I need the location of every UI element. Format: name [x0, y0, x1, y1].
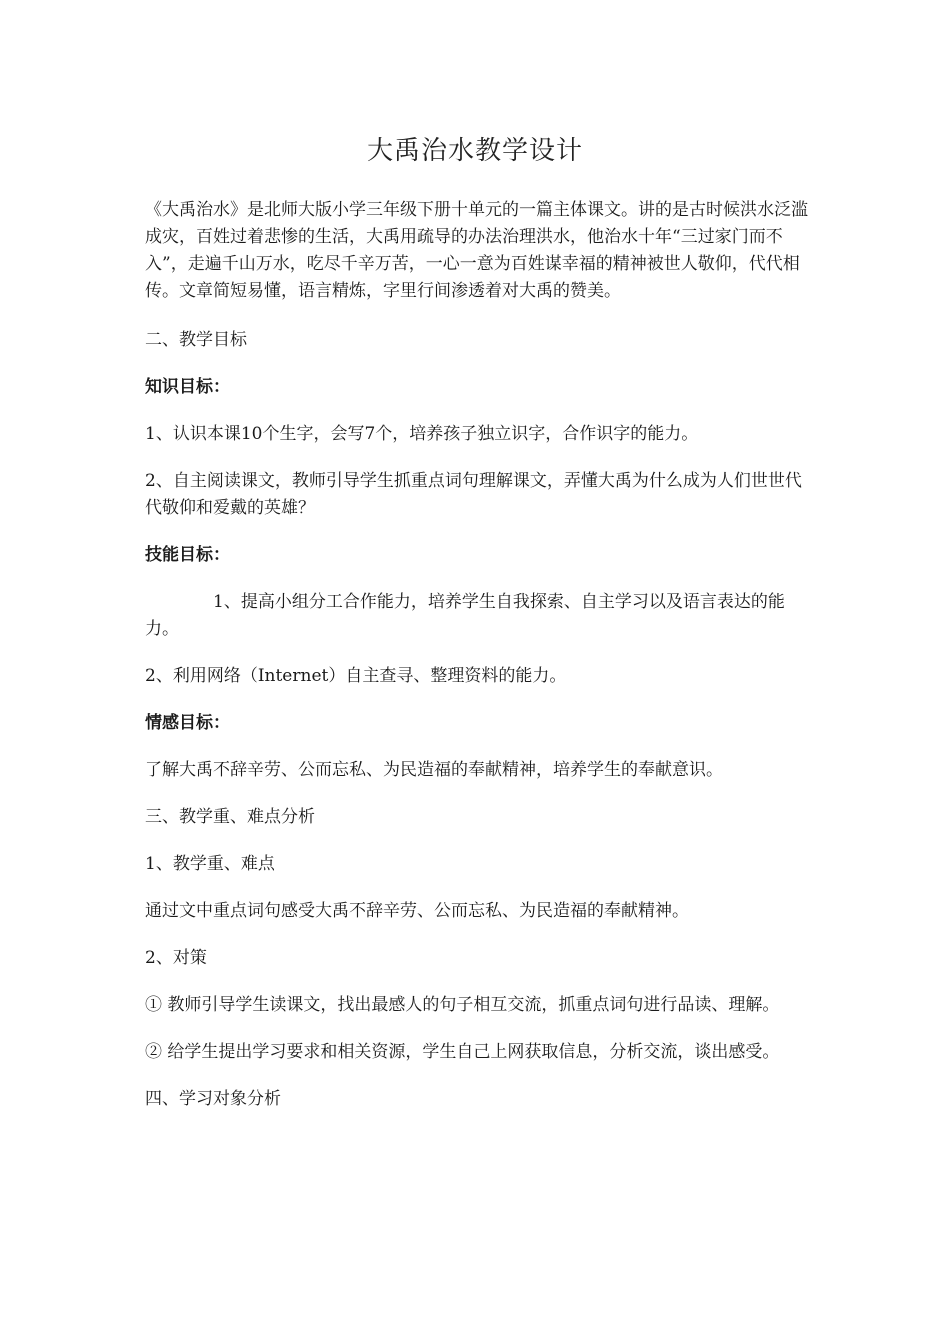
- key-points-item-1: 1、教学重、难点: [145, 854, 275, 874]
- skill-goal-1: 1、提高小组分工合作能力，培养学生自我探索、自主学习以及语言表达的能力。: [145, 592, 785, 639]
- section-heading-learner-analysis: 四、学习对象分析: [145, 1089, 281, 1109]
- strategy-item-1: ① 教师引导学生读课文，找出最感人的句子相互交流，抓重点词句进行品读、理解。: [145, 995, 780, 1015]
- knowledge-goal-1: 1、认识本课10个生字，会写7个，培养孩子独立识字，合作识字的能力。: [145, 424, 699, 444]
- skill-goal-2: 2、利用网络（Internet）自主查寻、整理资料的能力。: [145, 666, 567, 686]
- subheading-emotion-goals: 情感目标：: [145, 713, 230, 733]
- subheading-skill-goals: 技能目标：: [145, 545, 230, 565]
- strategy-heading: 2、对策: [145, 948, 207, 968]
- knowledge-goal-2: 2、自主阅读课文，教师引导学生抓重点词句理解课文，弄懂大禹为什么成为人们世世代代敬仰和爱戴的英雄？: [145, 471, 802, 518]
- emotion-goal: 了解大禹不辞辛劳、公而忘私、为民造福的奉献精神，培养学生的奉献意识。: [145, 760, 723, 780]
- section-heading-key-points: 三、教学重、难点分析: [145, 807, 315, 827]
- section-heading-teaching-goals: 二、教学目标: [145, 330, 247, 350]
- intro-paragraph: 《大禹治水》是北师大版小学三年级下册十单元的一篇主体课文。讲的是古时候洪水泛滥成灾，百姓过着悲惨的生活，大禹用疏导的办法治理洪水，他治水十年“三过家门而不入”，走遍千山万水，吃尽千辛万苦，一心一意为百姓谋幸福的精神被世人敬仰，代代相传。文章简短易懂，语言精炼，字里行间渗透着对大禹的赞美。: [145, 200, 808, 301]
- subheading-knowledge-goals: 知识目标：: [145, 377, 230, 397]
- strategy-item-2: ② 给学生提出学习要求和相关资源，学生自己上网获取信息，分析交流，谈出感受。: [145, 1042, 780, 1062]
- document-body: [145, 197, 810, 1133]
- key-points-description: 通过文中重点词句感受大禹不辞辛劳、公而忘私、为民造福的奉献精神。: [145, 901, 689, 921]
- document-title: 大禹治水教学设计: [366, 136, 583, 166]
